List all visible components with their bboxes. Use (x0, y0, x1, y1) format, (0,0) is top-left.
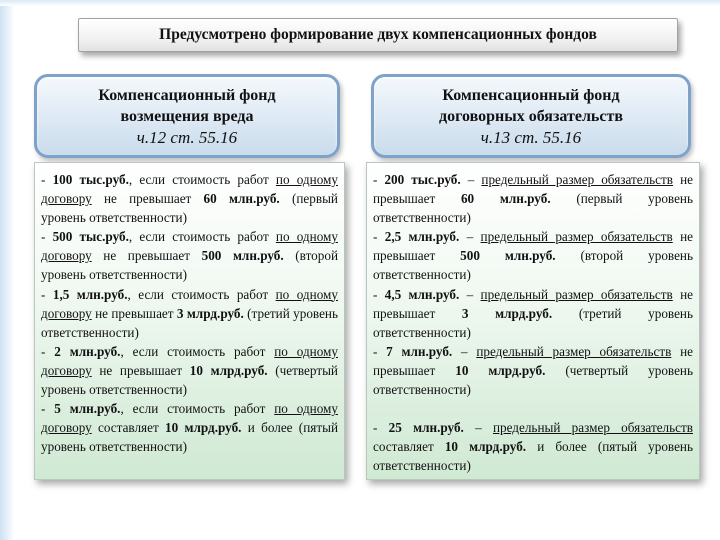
left-item-5-dash: - (41, 401, 55, 417)
slide-frame-left (0, 0, 14, 540)
right-item-4-text3: (четвертый уровень ответственности) (373, 362, 693, 398)
right-item-3 (373, 285, 693, 342)
left-item-5 (41, 399, 338, 456)
left-item-1-link: по одному договору (41, 172, 338, 207)
left-item-1-amount: 100 тыс.руб. (52, 172, 129, 187)
right-item-4-dash: - (373, 343, 387, 359)
left-item-2-text1: , если стоимость работ (128, 229, 276, 245)
left-item-4-text2: не превышает (91, 362, 190, 378)
right-item-1-text3: (первый уровень ответственности) (373, 191, 693, 226)
left-item-2-link: по одному договору (41, 229, 338, 264)
right-item-5-amount: 25 млн.руб. (388, 420, 464, 436)
left-item-4-text3: (четвертый уровень ответственности) (41, 362, 338, 398)
right-item-1-text1: – (460, 172, 482, 187)
right-item-2-text1: – (459, 229, 481, 245)
left-item-4-limit: 10 млрд.руб. (189, 362, 268, 378)
right-item-3-text3: (третий уровень ответственности) (373, 305, 694, 340)
right-item-4-amount: 7 млн.руб. (386, 343, 453, 359)
left-item-5-text1: , если стоимость работ (120, 401, 275, 417)
left-item-1-limit: 60 млн.руб. (203, 191, 280, 207)
left-item-3-amount: 1,5 млн.руб. (52, 286, 128, 302)
left-item-3 (41, 285, 338, 342)
left-item-2-amount: 500 тыс.руб. (52, 229, 129, 245)
right-item-2-text2: не превышает (373, 229, 693, 264)
right-item-3-amount: 4,5 млн.руб. (384, 286, 460, 302)
left-item-1-text1: , если стоимость работ (128, 172, 276, 187)
left-item-5-link: по одному договору (41, 401, 338, 436)
left-fund-details (34, 162, 345, 480)
right-item-5-link: предельный размер обязательств (492, 420, 693, 436)
right-item-2-limit: 500 млн.руб. (460, 248, 556, 264)
right-item-1-text2: не превышает (373, 172, 693, 207)
right-heading-line1: Компенсационный фонд (442, 86, 620, 104)
right-item-3-link: предельный размер обязательств (480, 286, 673, 302)
left-item-4-amount: 2 млн.руб. (54, 343, 121, 359)
right-item-1 (373, 170, 693, 227)
left-item-1-text2: не превышает (91, 191, 204, 207)
right-item-1-amount: 200 тыс.руб. (384, 172, 461, 187)
left-item-2-text2: не превышает (91, 248, 202, 264)
right-heading-ref: ч.13 ст. 55.16 (480, 127, 582, 147)
right-item-1-dash: - (373, 172, 385, 187)
right-item-5 (373, 418, 693, 475)
right-item-5-limit: 10 млрд.руб. (444, 439, 527, 455)
right-fund-details (366, 162, 700, 480)
left-item-5-limit: 10 млрд.руб. (165, 420, 242, 436)
right-item-3-dash: - (373, 286, 385, 302)
right-item-4-link: предельный размер обязательств (476, 343, 672, 359)
left-heading-ref: ч.12 ст. 55.16 (136, 127, 238, 147)
left-item-2-dash: - (41, 229, 53, 245)
right-item-4-limit: 10 млрд.руб. (455, 362, 546, 378)
right-item-5-dash: - (373, 420, 389, 436)
slide-title (78, 18, 678, 52)
right-item-5-text1: – (463, 420, 493, 436)
left-item-5-text2: составляет (91, 420, 166, 436)
right-item-4 (373, 342, 693, 399)
left-heading-line1: Компенсационный фонд (98, 86, 276, 104)
right-heading-line2: договорных обязательств (439, 107, 623, 125)
left-item-5-text3: и более (пятый уровень ответственности) (41, 420, 338, 455)
left-item-3-dash: - (41, 286, 53, 302)
left-item-1-text3: (первый уровень ответственности) (41, 191, 338, 226)
left-item-5-amount: 5 млн.руб. (54, 401, 121, 417)
right-item-2-dash: - (373, 229, 385, 245)
left-item-2-text3: (второй уровень ответственности) (41, 248, 338, 283)
left-item-2-limit: 500 млн.руб. (201, 248, 284, 264)
left-item-4-text1: , если стоимость работ (120, 343, 275, 359)
left-item-4-link: по одному договору (41, 343, 338, 378)
left-item-3-link: по одному договору (41, 286, 338, 321)
right-item-3-limit: 3 млрд.руб. (461, 305, 553, 321)
right-item-2-amount: 2,5 млн.руб. (384, 229, 460, 245)
slide-frame-top (0, 0, 720, 6)
right-item-2-link: предельный размер обязательств (480, 229, 673, 245)
left-item-3-limit: 3 млрд.руб. (176, 305, 244, 321)
right-item-4-text1: – (452, 343, 477, 359)
left-item-4 (41, 342, 338, 399)
right-item-5-text3: и более (пятый уровень ответственности) (373, 439, 693, 474)
right-item-4-text2: не превышает (373, 343, 693, 378)
left-fund-heading (34, 74, 340, 158)
slide-title-text: Предусмотрено формирование двух компенсационных фондов (159, 26, 597, 43)
right-item-1-limit: 60 млн.руб. (460, 191, 551, 207)
left-item-1-dash: - (41, 172, 53, 187)
right-item-5-text2: составляет (373, 439, 445, 455)
left-item-3-text2: не превышает (91, 305, 177, 321)
right-item-2 (373, 227, 693, 284)
left-item-2 (41, 227, 338, 284)
left-heading-line2: возмещения вреда (120, 107, 254, 125)
right-item-2-text3: (второй уровень ответственности) (373, 248, 694, 283)
left-item-3-text3: (третий уровень ответственности) (41, 305, 338, 340)
right-item-1-link: предельный размер обязательств (481, 172, 674, 187)
right-item-3-text2: не превышает (373, 286, 693, 321)
right-fund-heading (371, 74, 691, 158)
left-item-1 (41, 170, 338, 227)
left-item-3-text1: , если стоимость работ (127, 286, 276, 302)
right-item-3-text1: – (459, 286, 481, 302)
left-item-4-dash: - (41, 343, 55, 359)
